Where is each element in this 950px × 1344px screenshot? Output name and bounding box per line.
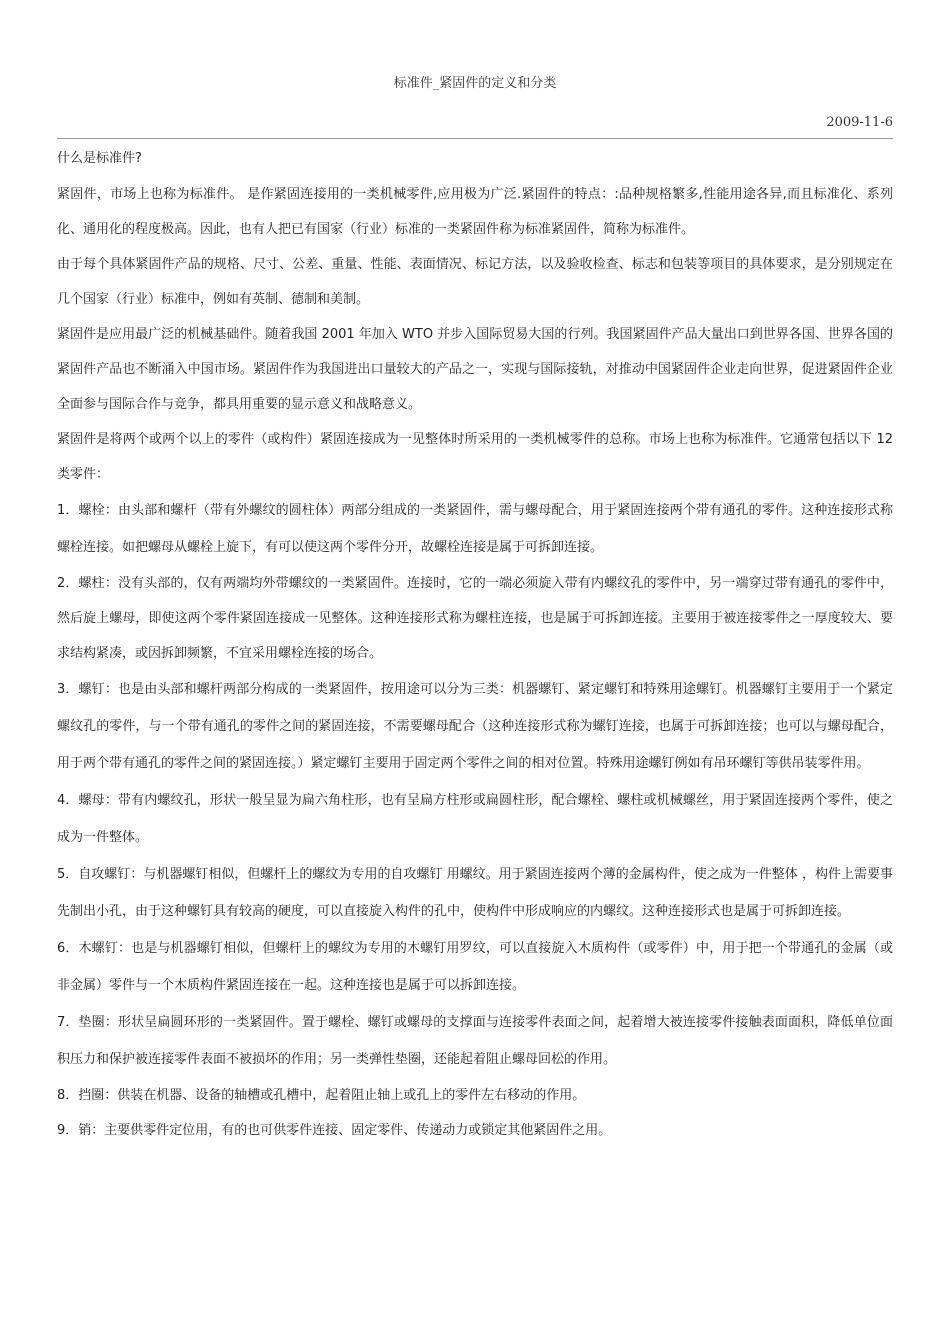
list-item-pin: 9．销：主要供零件定位用，有的也可供零件连接、固定零件、传递动力或锁定其他紧固件之用。 [57,1123,612,1138]
list-item-stud: 2．螺柱：没有头部的，仅有两端均外带螺纹的一类紧固件。连接时，它的一端必须旋入带有内螺纹孔的零件中，另一端穿过带有通孔的零件中，然后旋上螺母，即使这两个零件紧固连接成一见整体。这种连接形式称为螺柱连接，也是属于可拆卸连接。主要用于被连接零件之一厚度较大、要求结构紧凑，或因拆卸频繁，不宜采用螺栓连接的场合。 [57,576,893,661]
list-item-nut: 4．螺母：带有内螺纹孔，形状一般呈显为扁六角柱形，也有呈扁方柱形或扁圆柱形，配合螺栓、螺柱或机械螺丝，用于紧固连接两个零件，使之成为一件整体。 [57,793,893,845]
paragraph-standards: 由于每个具体紧固件产品的规格、尺寸、公差、重量、性能、表面情况、标记方法，以及验收检查、标志和包装等项目的具体要求，是分别规定在几个国家（行业）标准中，例如有英制、德制和美制。 [57,257,893,307]
document-title: 标准件_紧固件的定义和分类 [393,76,557,91]
header-divider [57,138,893,139]
document-body [57,146,893,1148]
list-item-retaining-ring: 8．挡圈：供装在机器、设备的轴槽或孔槽中，起着阻止轴上或孔上的零件左右移动的作用。 [57,1088,586,1103]
list-item-washer: 7．垫圈：形状呈扁圆环形的一类紧固件。置于螺栓、螺钉或螺母的支撑面与连接零件表面之间，起着增大被连接零件接触表面面积，降低单位面积压力和保护被连接零件表面不被损坏的作用；另一类弹性垫圈，还能起着阻止螺母回松的作用。 [57,1015,893,1067]
document-date: 2009-11-6 [826,115,893,130]
list-item-screw: 3．螺钉：也是由头部和螺杆两部分构成的一类紧固件，按用途可以分为三类：机器螺钉、紧定螺钉和特殊用途螺钉。机器螺钉主要用于一个紧定螺纹孔的零件，与一个带有通孔的零件之间的紧固连接，不需要螺母配合（这种连接形式称为螺钉连接，也属于可拆卸连接；也可以与螺母配合，用于两个带有通孔的零件之间的紧固连接。）紧定螺钉主要用于固定两个零件之间的相对位置。特殊用途螺钉例如有吊环螺钉等供吊装零件用。 [57,682,893,771]
paragraph-definition: 紧固件，市场上也称为标准件。 是作紧固连接用的一类机械零件,应用极为广泛.紧固件的特点：:品种规格繁多,性能用途各异,而且标准化、系列化、通用化的程度极高。因此，也有人把已有国家（行业）标准的一类紧固件称为标准紧固件，简称为标准件。 [57,187,893,237]
list-item-bolt: 1．螺栓：由头部和螺杆（带有外螺纹的圆柱体）两部分组成的一类紧固件，需与螺母配合，用于紧固连接两个带有通孔的零件。这种连接形式称螺栓连接。如把螺母从螺栓上旋下，有可以使这两个零件分开，故螺栓连接是属于可拆卸连接。 [57,503,893,555]
list-item-wood-screw: 6．木螺钉：也是与机器螺钉相似，但螺杆上的螺纹为专用的木螺钉用罗纹，可以直接旋入木质构件（或零件）中，用于把一个带通孔的金属（或非金属）零件与一个木质构件紧固连接在一起。这种连接也是属于可以拆卸连接。 [57,941,893,993]
list-item-self-tapping-screw: 5．自攻螺钉：与机器螺钉相似，但螺杆上的螺纹为专用的自攻螺钉 用螺纹。用于紧固连接两个薄的金属构件，使之成为一件整体 ，构件上需要事先制出小孔，由于这种螺钉具有较高的硬度，可以直接旋入构件的孔中，使构件中形成响应的内螺纹。这种连接形式也是属于可拆卸连接。 [57,867,893,919]
question-heading: 什么是标准件? [57,151,142,166]
paragraph-wto: 紧固件是应用最广泛的机械基础件。随着我国 2001 年加入 WTO 并步入国际贸易大国的行列。我国紧固件产品大量出口到世界各国、世界各国的紧固件产品也不断涌入中国市场。紧固件作为我国进出口量较大的产品之一，实现与国际接轨，对推动中国紧固件企业走向世界，促进紧固件企业全面参与国际合作与竞争，都具用重要的显示意义和战略意义。 [57,327,893,412]
paragraph-categories-intro: 紧固件是将两个或两个以上的零件（或构件）紧固连接成为一见整体时所采用的一类机械零件的总称。市场上也称为标准件。它通常包括以下 12 类零件： [57,432,893,482]
